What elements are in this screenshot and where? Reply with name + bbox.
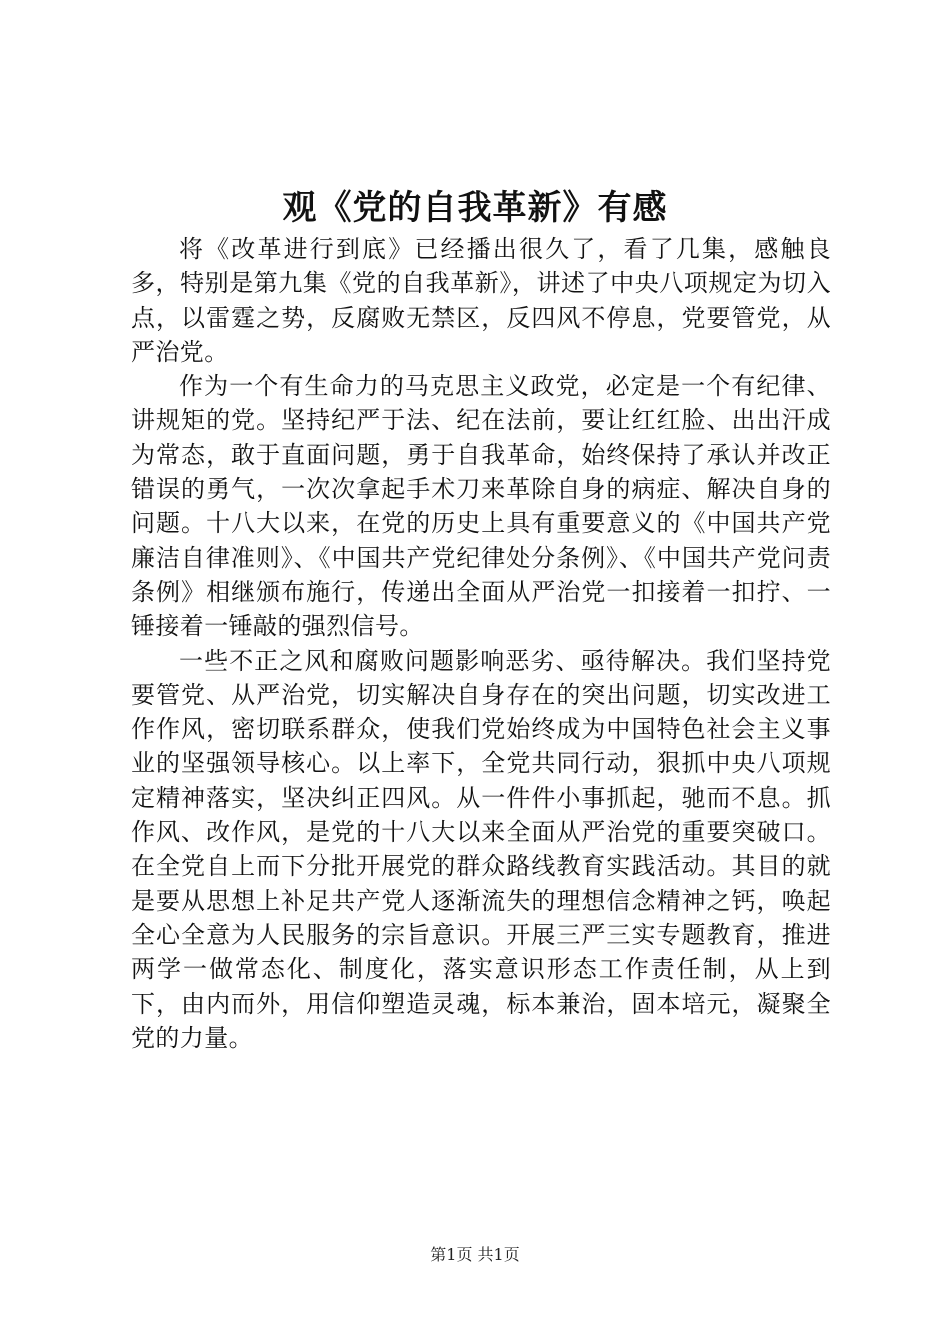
page-footer: 第1页 共1页 — [430, 1245, 520, 1264]
document-title: 观《党的自我革新》有感 — [282, 188, 668, 228]
paragraph-2: 作为一个有生命力的马克思主义政党，必定是一个有纪律、讲规矩的党。坚持纪严于法、纪在法前，要让红红脸、出出汗成为常态，敢于直面问题，勇于自我革命，始终保持了承认并改正错误的勇气，一次次拿起手术刀来革除自身的病症、解决自身的问题。十八大以来，在党的历史上具有重要意义的《中国共产党廉洁自律准则》、《中国共产党纪律处分条例》、《中国共产党问责条例》相继颁布施行，传递出全面从严治党一扣接着一扣拧、一锤接着一锤敲的强烈信号。 — [131, 372, 831, 641]
document-body — [131, 232, 831, 1055]
paragraph-3: 一些不正之风和腐败问题影响恶劣、亟待解决。我们坚持党要管党、从严治党，切实解决自身存在的突出问题，切实改进工作作风，密切联系群众，使我们党始终成为中国特色社会主义事业的坚强领导核心。以上率下，全党共同行动，狠抓中央八项规定精神落实，坚决纠正四风。从一件件小事抓起，驰而不息。抓作风、改作风，是党的十八大以来全面从严治党的重要突破口。在全党自上而下分批开展党的群众路线教育实践活动。其目的就是要从思想上补足共产党人逐渐流失的理想信念精神之钙，唤起全心全意为人民服务的宗旨意识。开展三严三实专题教育，推进两学一做常态化、制度化，落实意识形态工作责任制，从上到下，由内而外，用信仰塑造灵魂，标本兼治，固本培元，凝聚全党的力量。 — [131, 646, 831, 1052]
paragraph-1: 将《改革进行到底》已经播出很久了，看了几集，感触良多，特别是第九集《党的自我革新》，讲述了中央八项规定为切入点，以雷霆之势，反腐败无禁区，反四风不停息，党要管党，从严治党。 — [131, 235, 831, 366]
